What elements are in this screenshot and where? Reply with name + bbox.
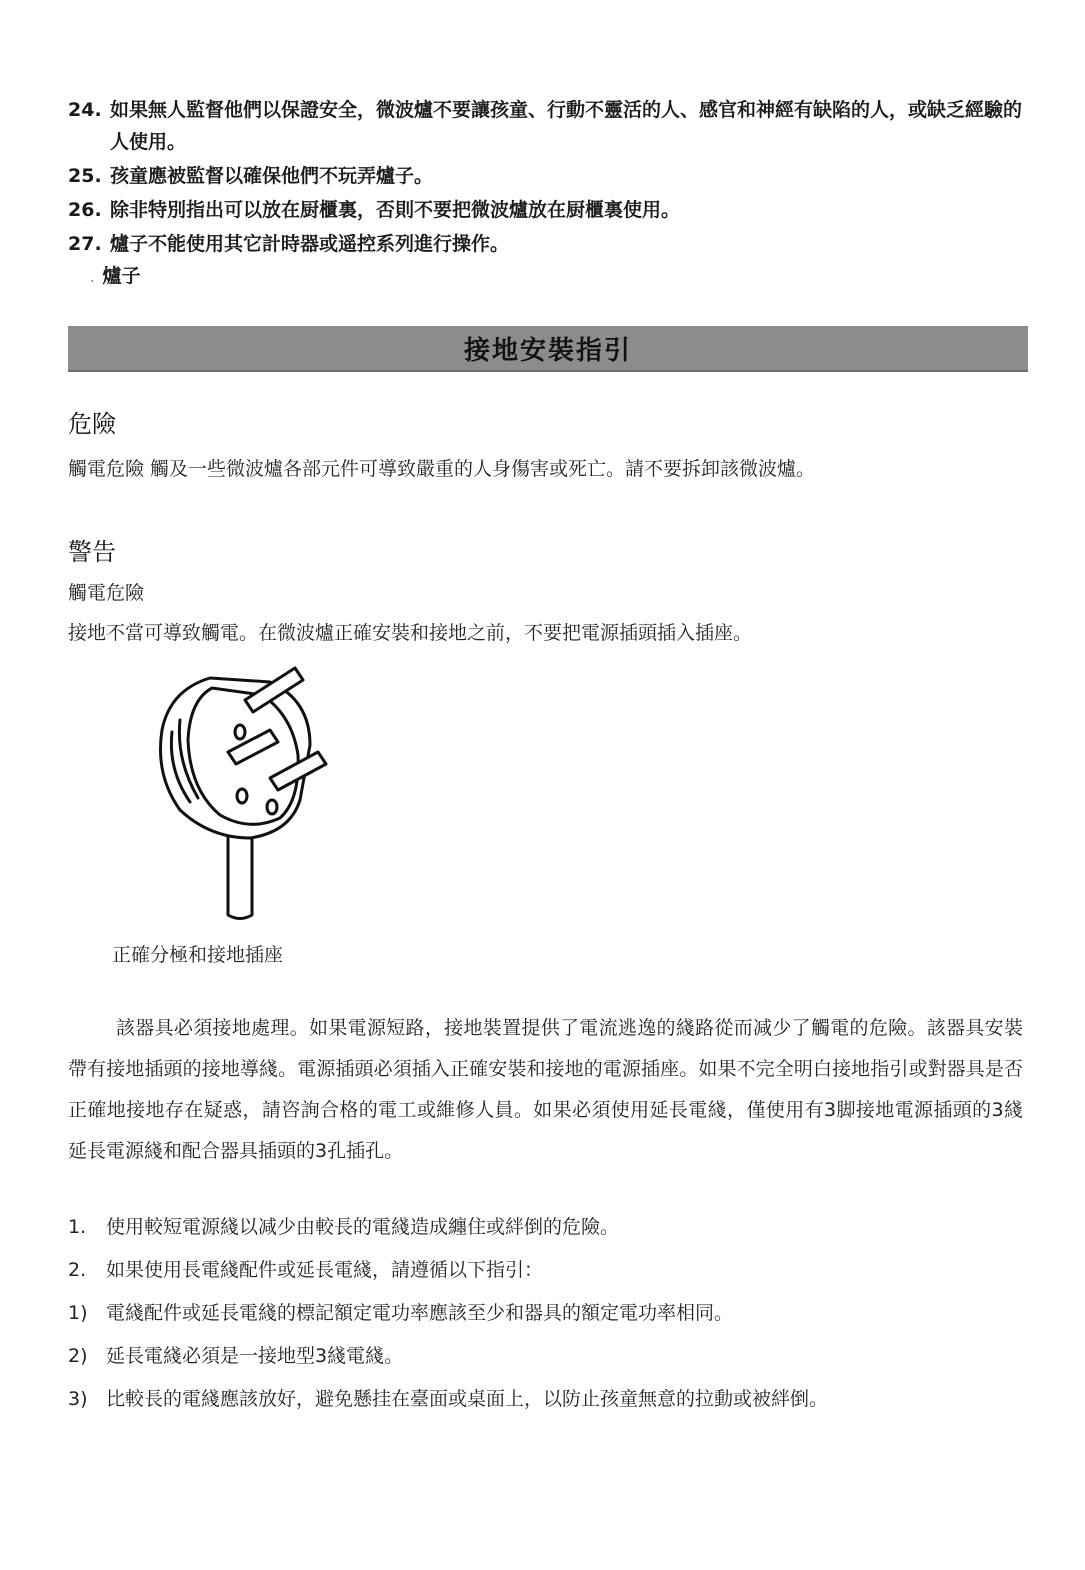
list-item	[68, 1335, 1028, 1378]
list-item	[68, 1206, 1028, 1249]
subitem-text: 爐子	[102, 265, 141, 287]
danger-heading: 危險	[68, 410, 116, 438]
uk-plug-icon	[150, 660, 350, 925]
warning-subheading: 觸電危險	[68, 582, 145, 604]
warning-heading: 警告	[68, 538, 116, 566]
list-item	[68, 1378, 1028, 1421]
item-text: 電綫配件或延長電綫的標記額定電功率應該至少和器具的額定電功率相同。	[106, 1302, 734, 1324]
bullet-dot: .	[90, 270, 95, 286]
danger-text: 觸電危險 觸及一些微波爐各部元件可導致嚴重的人身傷害或死亡。請不要拆卸該微波爐。	[68, 458, 816, 480]
item-number: 24.	[68, 99, 102, 121]
item-text: 除非特別指出可以放在厨櫃裏，否則不要把微波爐放在厨櫃裏使用。	[110, 199, 681, 221]
item-number: 26.	[68, 199, 102, 221]
item-number: 1.	[68, 1216, 87, 1238]
list-item	[68, 228, 1038, 260]
item-text: 爐子不能使用其它計時器或遥控系列進行操作。	[110, 233, 510, 255]
item-number: 25.	[68, 165, 102, 187]
cord-instructions-list	[68, 1206, 1028, 1421]
list-item	[68, 94, 1038, 158]
list-subitem	[68, 260, 1038, 294]
section-banner	[68, 326, 1028, 372]
item-text: 延長電綫必須是一接地型3綫電綫。	[106, 1345, 404, 1367]
item-number: 1)	[68, 1302, 88, 1324]
list-item	[68, 1292, 1028, 1335]
item-text: 如果無人監督他們以保證安全，微波爐不要讓孩童、行動不靈活的人、感官和神經有缺陷的人，或缺乏經驗的人使用。	[110, 99, 1023, 153]
item-number: 3)	[68, 1388, 88, 1410]
figure-caption: 正確分極和接地插座	[112, 944, 284, 966]
list-item	[68, 160, 1038, 192]
item-text: 使用較短電源綫以减少由較長的電綫造成纏住或絆倒的危險。	[106, 1216, 620, 1238]
item-text: 比較長的電綫應該放好，避免懸挂在臺面或桌面上，以防止孩童無意的拉動或被絆倒。	[106, 1388, 829, 1410]
item-number: 27.	[68, 233, 102, 255]
grounding-paragraph: 該器具必須接地處理。如果電源短路，接地裝置提供了電流逃逸的綫路從而减少了觸電的危險。該器具安裝帶有接地插頭的接地導綫。電源插頭必須插入正確安裝和接地的電源插座。如果不完全明白接地指引或對器具是否正確地接地存在疑惑，請咨詢合格的電工或維修人員。如果必須使用延長電綫，僅使用有3脚接地電源插頭的3綫延長電源綫和配合器具插頭的3孔插孔。	[68, 1017, 1023, 1162]
list-item	[68, 1249, 1028, 1292]
warning-text: 接地不當可導致觸電。在微波爐正確安裝和接地之前，不要把電源插頭插入插座。	[68, 622, 753, 644]
item-number: 2.	[68, 1259, 87, 1281]
item-number: 2)	[68, 1345, 88, 1367]
safety-instructions-list	[68, 94, 1038, 294]
item-text: 孩童應被監督以確保他們不玩弄爐子。	[110, 165, 434, 187]
item-text: 如果使用長電綫配件或延長電綫，請遵循以下指引：	[106, 1259, 544, 1281]
section-title: 接地安裝指引	[463, 335, 632, 366]
list-item	[68, 194, 1038, 226]
